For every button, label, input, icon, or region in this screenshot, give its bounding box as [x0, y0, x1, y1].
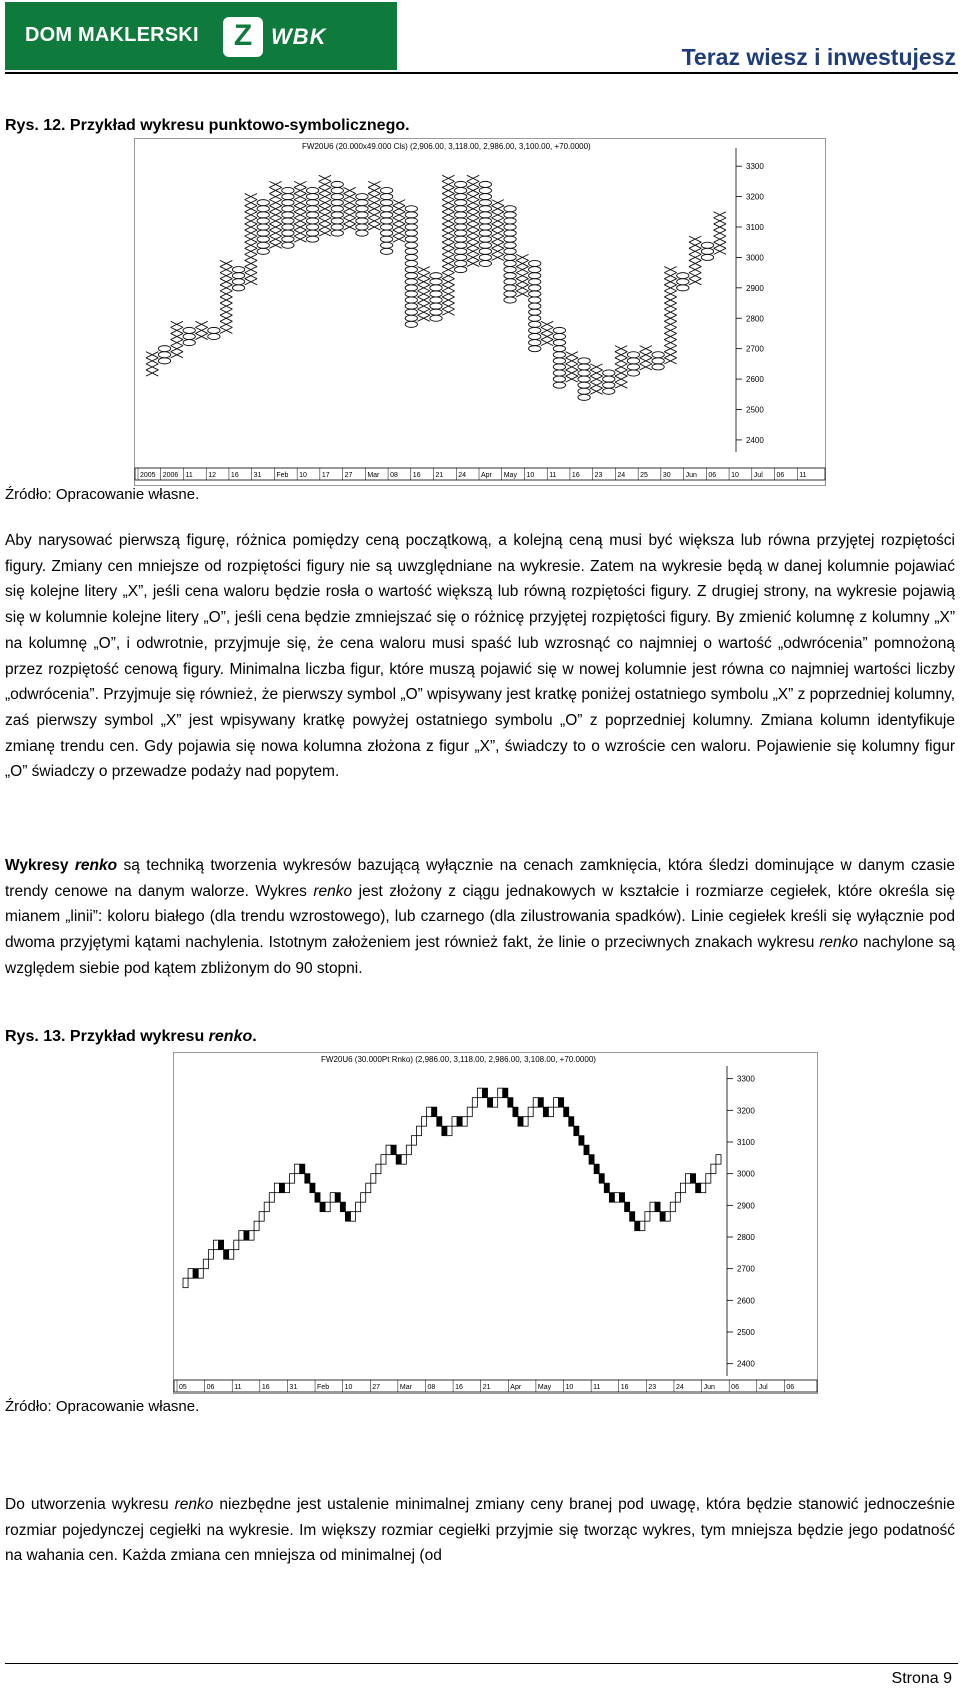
renko-brick-up: [452, 1117, 457, 1127]
x-tick-label: 10: [344, 1384, 353, 1391]
renko-brick-down: [513, 1107, 518, 1117]
x-tick-label: 16: [230, 472, 239, 479]
renko-brick-up: [208, 1250, 213, 1260]
paragraph-renko-italic-b: renko: [313, 882, 353, 900]
x-tick-label: 23: [648, 1384, 657, 1391]
renko-brick-down: [579, 1136, 584, 1146]
y-tick-label: 3000: [746, 253, 764, 263]
renko-brick-down: [564, 1107, 569, 1117]
x-axis-strip: [174, 1380, 817, 1392]
renko-brick-down: [340, 1202, 345, 1212]
renko-brick-down: [345, 1212, 350, 1222]
x-tick-label: 06: [731, 1384, 739, 1391]
paragraph-renko-text-a: są techniką tworzenia wykresów bazującą wyłącznie na cenach zamknięcia, która śledzi dominujące w danym czasie trendy cenowe na danym walorze. Wykres: [5, 857, 955, 900]
paragraph-point-and-figure: Aby narysować pierwszą figurę, różnica pomiędzy ceną początkową, a kolejną ceną musi być większa lub równa przyjętej rozpiętości figury. Zmiany cen mniejsze od rozpiętości figury nie są uwzględniane na wykresie. Zatem na wykresie będą w danej kolumnie pojawiać się kolejne litery „X”, jeśli cena waloru będzie rosła o wartość większą lub równą rozpiętości figury. Z drugiej strony, na wykresie pojawią się w kolumnie kolejne litery „O”, jeśli cena będzie zmniejszać się o różnicę przyjętej rozpiętości figury. By zmienić kolumnę z kolumny „X” na kolumnę „O”, i odwrotnie, przyjmuje się, że cena waloru musi spaść lub wzrosnąć co najmniej o wartość „odwrócenia” pomnożoną przez rozpiętość cenową figury. Minimalna liczba figur, które muszą pojawić się w nowej kolumnie jest równa co najmniej wartości liczby „odwrócenia”. Przyjmuje się również, że pierwszy symbol „O” wpisywany jest kratkę poniżej ostatniego symbolu „X” z poprzedniej kolumny, zaś pierwszy symbol „X” jest wpisywany kratkę powyżej ostatniego symbolu „O” z poprzedniej kolumny. Zmiana kolumn identyfikuje zmianę trendu cen. Gdy pojawia się nowa kolumna złożona z figur „X”, świadczy to o wzroście cen waloru. Pojawienie się kolumny figur „O” świadczy o przewadze podaży nad popytem.: [5, 532, 955, 781]
x-tick-label: Apr: [481, 472, 492, 479]
footer-rule: [5, 1663, 958, 1664]
x-tick-label: 10: [299, 472, 307, 479]
renko-brick-up: [701, 1183, 706, 1193]
y-tick-label: 2700: [746, 344, 764, 354]
y-tick-label: 3100: [737, 1138, 755, 1147]
figure-13-caption: Rys. 13. Przykład wykresu renko.: [5, 1028, 257, 1045]
renko-brick-up: [716, 1155, 721, 1165]
x-tick-label: 08: [390, 472, 398, 479]
y-tick-label: 2600: [737, 1296, 755, 1306]
renko-brick-up: [376, 1164, 381, 1174]
x-tick-label: May: [503, 472, 517, 479]
x-tick-label: 10: [565, 1384, 574, 1391]
x-tick-label: 11: [185, 472, 193, 479]
x-tick-label: 25: [640, 472, 648, 479]
renko-brick-down: [503, 1088, 508, 1098]
y-tick-label: 2500: [737, 1328, 755, 1337]
renko-brick-down: [335, 1193, 340, 1203]
renko-brick-down: [635, 1221, 640, 1231]
x-tick-label: 24: [675, 1384, 684, 1391]
y-tick-label: 3100: [746, 223, 764, 232]
renko-brick-down: [574, 1126, 579, 1136]
renko-brick-down: [569, 1117, 574, 1127]
x-tick-label: 21: [435, 472, 444, 479]
renko-brick-down: [691, 1174, 696, 1184]
x-tick-label: 06: [786, 1384, 795, 1391]
x-tick-label: 30: [662, 472, 671, 479]
x-tick-label: Jul: [758, 1384, 768, 1391]
renko-brick-up: [371, 1174, 376, 1184]
page-number: Strona 9: [891, 1670, 952, 1687]
renko-brick-up: [462, 1117, 467, 1127]
chart-title: FW20U6 (30.000Pt Rnko) (2,986.00, 3,118.00, 2,986.00, 3,108.00, +70.0000): [321, 1055, 596, 1064]
renko-brick-down: [482, 1088, 487, 1098]
renko-brick-down: [315, 1193, 320, 1203]
x-tick-label: Mar: [367, 472, 380, 479]
renko-brick-down: [442, 1126, 447, 1136]
y-tick-label: 2400: [737, 1359, 755, 1369]
renko-brick-up: [422, 1117, 427, 1127]
x-tick-label: 10: [526, 472, 535, 479]
renko-brick-down: [300, 1164, 305, 1174]
renko-brick-down: [538, 1098, 543, 1108]
renko-brick-up: [416, 1126, 421, 1136]
y-tick-label: 2900: [737, 1201, 755, 1211]
renko-brick-up: [356, 1202, 361, 1212]
renko-brick-up: [493, 1098, 498, 1108]
x-tick-label: 16: [261, 1384, 270, 1391]
tagline: Teraz wiesz i inwestujesz: [681, 44, 956, 70]
x-tick-label: 16: [412, 472, 421, 479]
header-rule: [5, 72, 958, 74]
renko-brick-up: [498, 1088, 503, 1098]
renko-brick-up: [183, 1278, 188, 1288]
renko-brick-down: [219, 1240, 224, 1250]
x-tick-label: 31: [253, 472, 262, 479]
renko-brick-up: [675, 1193, 680, 1203]
renko-brick-down: [279, 1183, 284, 1193]
renko-brick-down: [609, 1193, 614, 1203]
renko-brick-up: [645, 1212, 650, 1222]
renko-brick-up: [188, 1269, 193, 1279]
x-tick-label: Jul: [753, 472, 763, 479]
y-tick-label: 2400: [746, 435, 764, 445]
renko-brick-up: [467, 1107, 472, 1117]
y-tick-label: 2700: [737, 1264, 755, 1274]
y-tick-label: 3200: [737, 1106, 755, 1116]
renko-brick-up: [264, 1202, 269, 1212]
x-tick-label: 06: [708, 472, 717, 479]
paragraph-renko-text-c: nachylone są względem siebie pod kątem zbliżonym do 90 stopni.: [5, 934, 955, 977]
renko-brick-down: [660, 1212, 665, 1222]
y-tick-label: 2600: [746, 375, 764, 385]
logo-wbk: WBK: [271, 24, 327, 49]
logo-mark-icon: Z: [223, 17, 263, 57]
renko-brick-up: [325, 1202, 330, 1212]
renko-brick-down: [391, 1145, 396, 1155]
renko-brick-down: [320, 1202, 325, 1212]
y-tick-label: 2500: [746, 405, 764, 415]
renko-brick-up: [477, 1088, 482, 1098]
x-tick-label: Apr: [510, 1384, 522, 1391]
x-tick-label: 24: [458, 472, 467, 479]
renko-brick-up: [198, 1269, 203, 1279]
x-tick-label: 11: [593, 1384, 601, 1391]
renko-brick-down: [696, 1183, 701, 1193]
x-tick-label: Jun: [685, 472, 697, 479]
renko-brick-up: [203, 1259, 208, 1269]
renko-brick-up: [213, 1240, 218, 1250]
renko-brick-up: [229, 1250, 234, 1260]
renko-brick-down: [589, 1155, 594, 1165]
renko-brick-down: [630, 1212, 635, 1222]
paragraph-renko: [5, 853, 955, 982]
renko-brick-up: [528, 1107, 533, 1117]
renko-brick-down: [599, 1174, 604, 1184]
renko-brick-up: [665, 1212, 670, 1222]
x-tick-label: 06: [206, 1384, 215, 1391]
renko-brick-down: [584, 1145, 589, 1155]
term-renko: renko: [74, 857, 118, 874]
renko-brick-up: [640, 1221, 645, 1231]
x-tick-label: 11: [234, 1384, 242, 1391]
renko-brick-down: [508, 1098, 513, 1108]
x-tick-label: 16: [455, 1384, 463, 1391]
renko-brick-up: [447, 1126, 452, 1136]
x-tick-label: 06: [776, 472, 785, 479]
renko-brick-down: [625, 1202, 630, 1212]
x-tick-label: Feb: [276, 472, 289, 479]
renko-brick-up: [401, 1155, 406, 1165]
x-tick-label: 11: [549, 472, 557, 479]
renko-brick-up: [670, 1202, 675, 1212]
renko-chart: [173, 1052, 818, 1394]
chart-title: FW20U6 (20.000x49.000 Cls) (2,906.00, 3,118.00, 2,986.00, 3,100.00, +70.0000): [302, 142, 591, 151]
renko-brick-down: [488, 1098, 493, 1108]
renko-brick-up: [330, 1193, 335, 1203]
y-tick-label: 2900: [746, 283, 764, 293]
x-tick-label: 2006: [162, 472, 179, 479]
renko-brick-up: [406, 1145, 411, 1155]
x-tick-label: 16: [620, 1384, 629, 1391]
renko-brick-down: [244, 1231, 249, 1241]
x-tick-label: 05: [179, 1384, 187, 1391]
renko-brick-up: [254, 1221, 259, 1231]
renko-brick-up: [706, 1174, 711, 1184]
figure-13-source: Źródło: Opracowanie własne.: [5, 1398, 200, 1415]
renko-brick-down: [432, 1107, 437, 1117]
renko-brick-up: [554, 1098, 559, 1108]
renko-brick-down: [193, 1269, 198, 1279]
y-tick-label: 2800: [746, 314, 764, 324]
term-wykresy: Wykresy: [5, 857, 69, 874]
x-tick-label: 11: [799, 472, 807, 479]
renko-brick-down: [224, 1250, 229, 1260]
renko-brick-up: [650, 1202, 655, 1212]
x-tick-label: 31: [289, 1384, 298, 1391]
chart-frame: [135, 139, 826, 486]
renko-brick-up: [685, 1174, 690, 1184]
x-tick-label: 21: [482, 1384, 491, 1391]
renko-brick-up: [285, 1183, 290, 1193]
renko-brick-up: [386, 1145, 391, 1155]
renko-brick-down: [619, 1193, 624, 1203]
renko-brick-up: [269, 1193, 274, 1203]
renko-brick-up: [680, 1183, 685, 1193]
renko-brick-down: [396, 1155, 401, 1165]
x-tick-label: 27: [344, 472, 353, 479]
x-tick-label: 10: [731, 472, 739, 479]
y-tick-label: 2800: [737, 1233, 755, 1242]
figure-12-caption: Rys. 12. Przykład wykresu punktowo-symbolicznego.: [5, 117, 410, 134]
renko-brick-up: [290, 1174, 295, 1184]
renko-brick-up: [711, 1164, 716, 1174]
x-tick-label: 08: [427, 1384, 436, 1391]
logo-text: DOM MAKLERSKI: [25, 24, 199, 46]
renko-brick-down: [559, 1098, 564, 1108]
renko-brick-up: [411, 1136, 416, 1146]
y-tick-label: 3200: [746, 192, 764, 202]
renko-brick-up: [239, 1231, 244, 1241]
renko-brick-up: [274, 1183, 279, 1193]
renko-brick-up: [366, 1183, 371, 1193]
renko-brick-down: [543, 1107, 548, 1117]
x-tick-label: 24: [617, 472, 626, 479]
renko-brick-up: [614, 1193, 619, 1203]
x-tick-label: 16: [571, 472, 580, 479]
renko-brick-down: [518, 1117, 523, 1127]
renko-brick-up: [361, 1193, 366, 1203]
point-and-figure-chart: [134, 138, 826, 486]
x-tick-label: 2005: [140, 472, 156, 479]
y-tick-label: 3000: [737, 1169, 755, 1179]
figure-12-source: Źródło: Opracowanie własne.: [5, 486, 200, 503]
renko-brick-down: [457, 1117, 462, 1127]
renko-brick-up: [249, 1231, 254, 1241]
renko-brick-up: [350, 1212, 355, 1222]
x-tick-label: 17: [321, 472, 330, 479]
renko-brick-up: [427, 1107, 432, 1117]
renko-brick-up: [381, 1155, 386, 1165]
x-tick-label: 23: [594, 472, 603, 479]
renko-brick-down: [437, 1117, 442, 1127]
renko-brick-down: [310, 1183, 315, 1193]
renko-brick-up: [533, 1098, 538, 1108]
renko-brick-down: [305, 1174, 310, 1184]
paragraph-renko-text-b: jest złożony z ciągu jednakowych w kształcie i rozmiarze cegiełek, które określa się mianem „linii”: koloru białego (dla trendu wzrostowego), lub czarnego (dla zilustrowania spadków). Linie cegiełek kreśli się wyłącznie pod dwoma przyjętymi kątami nachylenia. Istotnym założeniem jest również fakt, że linie o przeciwnych znakach wykresu: [5, 882, 955, 952]
brand-logo: [5, 2, 397, 70]
renko-brick-up: [548, 1107, 553, 1117]
y-tick-label: 3300: [746, 162, 764, 172]
x-tick-label: Mar: [399, 1384, 412, 1391]
renko-brick-down: [594, 1164, 599, 1174]
renko-brick-down: [655, 1202, 660, 1212]
renko-brick-up: [259, 1212, 264, 1222]
y-tick-label: 3300: [737, 1074, 755, 1084]
renko-brick-up: [472, 1098, 477, 1108]
x-tick-label: 12: [208, 472, 216, 479]
renko-brick-up: [523, 1117, 528, 1127]
renko-brick-down: [604, 1183, 609, 1193]
x-tick-label: Jun: [703, 1384, 715, 1391]
renko-brick-up: [295, 1164, 300, 1174]
paragraph-renko-italic-c: renko: [819, 934, 859, 952]
paragraph-renko-brick-size: Do utworzenia wykresu renko niezbędne jest ustalenie minimalnej zmiany ceny branej pod uwagę, która będzie stanowić jednocześnie rozmiar pojedynczej cegiełki na wykresie. Im większy rozmiar cegiełki przyjmie się tworząc wykres, tym mniejsza będzie jego podatność na wahania cen. Każda zmiana cen mniejsza od minimalnej (od: [5, 1496, 955, 1565]
x-tick-label: 27: [372, 1384, 381, 1391]
x-tick-label: May: [537, 1384, 552, 1391]
renko-brick-up: [234, 1240, 239, 1250]
x-tick-label: Feb: [317, 1384, 330, 1391]
